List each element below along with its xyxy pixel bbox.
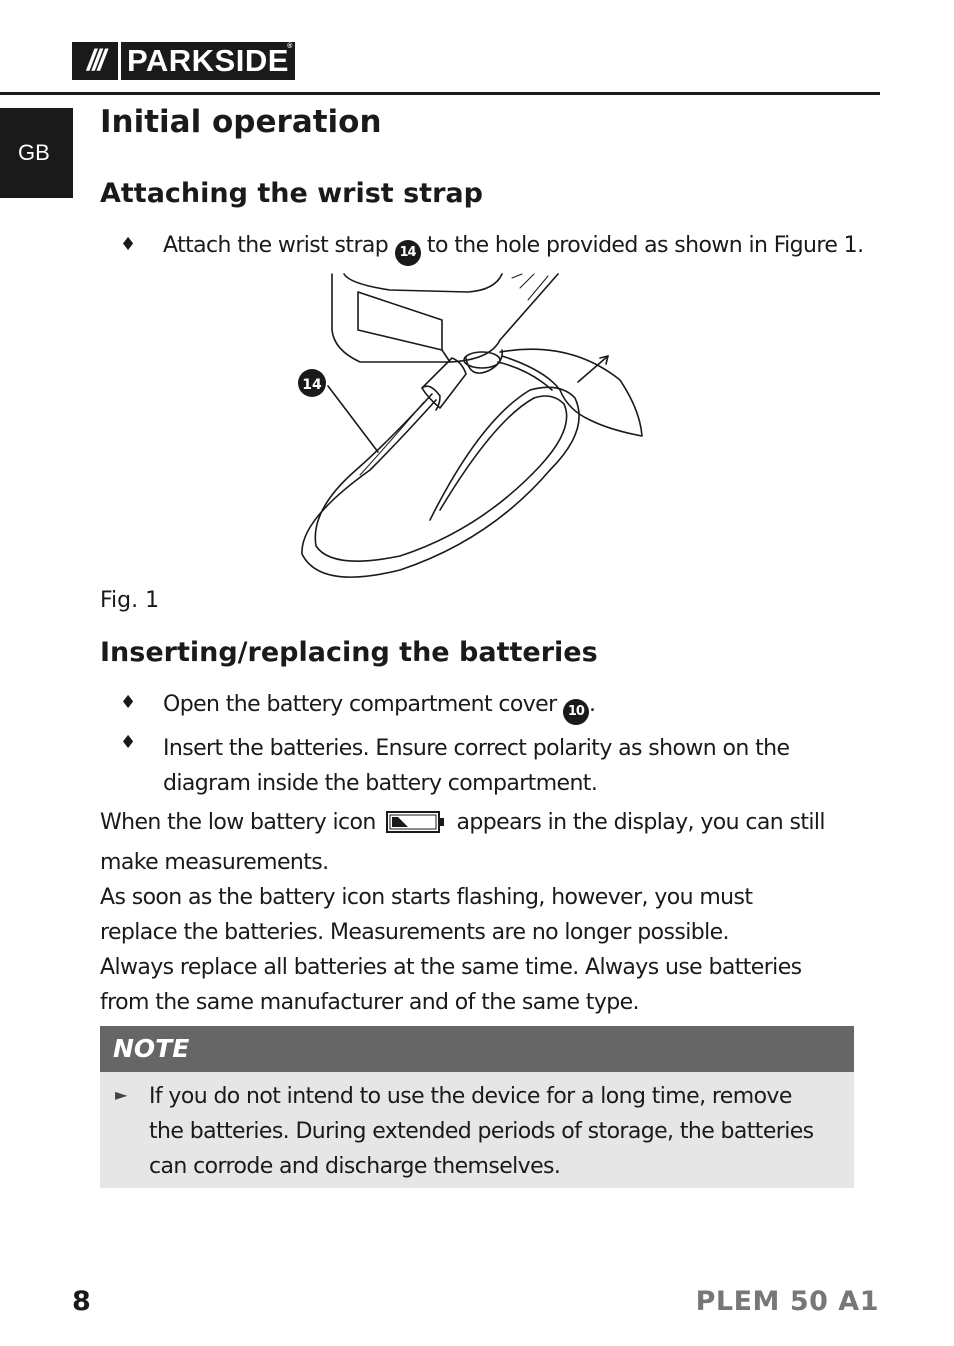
wrist-strap-step	[163, 228, 863, 266]
note-text-line: the batteries. During extended periods of storage, the batteries	[149, 1119, 814, 1144]
model-name: PLEM 50 A1	[695, 1286, 879, 1317]
step-text: .	[588, 692, 596, 717]
note-body	[100, 1072, 854, 1188]
language-tab: GB	[0, 108, 73, 198]
logo-registered-mark: ®	[287, 43, 293, 50]
para-text-line: replace the batteries. Measurements are no longer possible.	[100, 920, 729, 945]
bullet-icon: ♦	[120, 234, 137, 255]
batteries-heading: Inserting/replacing the batteries	[100, 637, 598, 668]
logo-slashes: ///	[72, 42, 118, 80]
figure-wrist-strap	[290, 270, 660, 590]
step-text-line: Insert the batteries. Ensure correct polarity as shown on the	[163, 736, 790, 761]
arrow-right-icon: ►	[115, 1085, 128, 1104]
para-text-line: As soon as the battery icon starts flashing, however, you must	[100, 885, 753, 910]
step-text: Open the battery compartment cover	[163, 692, 563, 717]
battery-step-2	[163, 731, 789, 801]
note-text	[149, 1079, 839, 1184]
section-title: Initial operation	[100, 104, 382, 140]
logo-wordmark	[121, 42, 295, 80]
low-battery-paragraph	[100, 805, 870, 1020]
low-battery-icon	[386, 810, 446, 845]
part-number-badge: 10	[563, 699, 589, 725]
step-text-line: diagram inside the battery compartment.	[163, 771, 598, 796]
step-text: Attach the wrist strap	[163, 233, 395, 258]
bullet-icon: ♦	[120, 732, 137, 753]
battery-step-1	[163, 687, 595, 725]
logo-text: PARKSIDE	[127, 43, 289, 78]
step-text: to the hole provided as shown in Figure 1.	[420, 233, 864, 258]
part-number-badge: 14	[395, 240, 421, 266]
note-heading: NOTE	[100, 1026, 854, 1072]
note-text-line: If you do not intend to use the device for a long time, remove	[149, 1084, 792, 1109]
para-text: When the low battery icon	[100, 810, 376, 835]
bullet-icon: ♦	[120, 692, 137, 713]
header-rule	[0, 92, 880, 95]
para-text-line: Always replace all batteries at the same time. Always use batteries	[100, 955, 802, 980]
wrist-strap-heading: Attaching the wrist strap	[100, 178, 483, 209]
page-number: 8	[72, 1286, 91, 1317]
wrist-strap-illustration	[290, 270, 660, 590]
para-text-line: make measurements.	[100, 850, 329, 875]
figure-callout-label: 14	[302, 377, 322, 393]
para-text: appears in the display, you can still	[456, 810, 825, 835]
note-text-line: can corrode and discharge themselves.	[149, 1154, 561, 1179]
figure-caption: Fig. 1	[100, 588, 160, 613]
para-text-line: from the same manufacturer and of the same type.	[100, 990, 639, 1015]
